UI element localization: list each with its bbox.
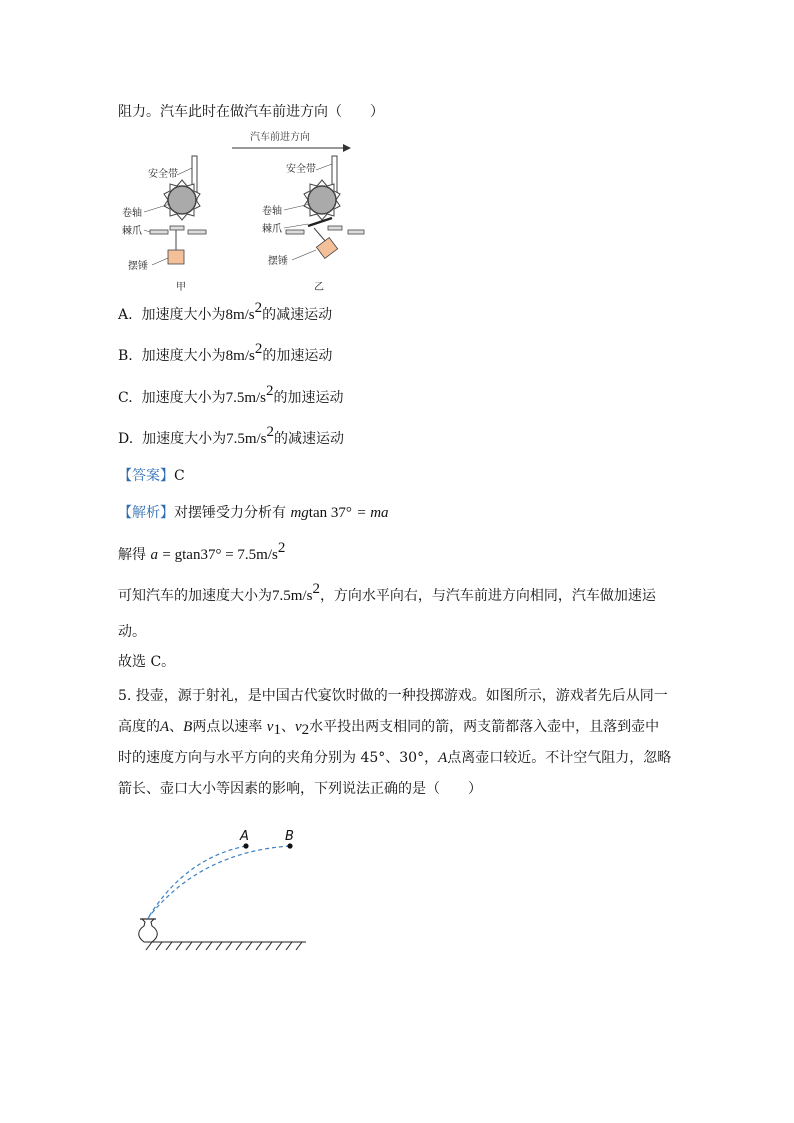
- q5-line-2: 高度的A、B两点以速率 $v_1$、$v_2$水平投出两支相同的箭，两支箭都落入壶中，且落到壶中: [118, 719, 660, 738]
- trajectory-b: [148, 846, 290, 918]
- label-reel: 卷轴: [262, 206, 282, 217]
- label-pendulum: 摆锤: [268, 256, 288, 267]
- option-d[interactable]: D. 加速度大小为$7.5m/s^2$的减速运动: [118, 424, 345, 447]
- answer-value: C: [174, 468, 185, 484]
- label-b: B: [285, 829, 294, 844]
- label-pawl: 棘爪: [262, 224, 282, 235]
- question-stem-tail: 阻力。汽车此时在做汽车前进方向（ ）: [118, 104, 384, 120]
- label-belt: 安全带: [148, 169, 178, 180]
- pot-vessel: [139, 919, 158, 942]
- point-b: [287, 843, 292, 848]
- choose-line: 故选 C。: [118, 654, 176, 670]
- option-c[interactable]: C. 加速度大小为$7.5m/s^2$的加速运动: [118, 383, 344, 406]
- label-pawl: 棘爪: [122, 226, 142, 237]
- label-belt: 安全带: [286, 164, 316, 175]
- seatbelt-figure: [110, 128, 370, 296]
- trajectory-a: [148, 846, 246, 918]
- solve-line: 解得 $a = gtan37^\circ = 7.5m/s^2$: [118, 540, 286, 563]
- caption-yi: 乙: [314, 282, 324, 293]
- direction-label: 汽车前进方向: [250, 132, 310, 143]
- q5-line-1: 5. 投壶，源于射礼，是中国古代宴饮时做的一种投掷游戏。如图所示，游戏者先后从同一: [118, 688, 668, 704]
- q5-line-4: 箭长、壶口大小等因素的影响，下列说法正确的是（ ）: [118, 781, 482, 797]
- analysis-line: 【解析】对摆锤受力分析有 mgtan 37° = ma: [118, 505, 389, 521]
- pawl-engaged: [308, 218, 332, 226]
- conclusion-line: 可知汽车的加速度大小为$7.5m/s^2$，方向水平向右，与汽车前进方向相同，汽车做加速运: [118, 581, 656, 604]
- option-b[interactable]: B. 加速度大小为$8m/s^2$的加速运动: [118, 341, 333, 364]
- touhu-figure: [130, 822, 320, 954]
- q5-line-3: 时的速度方向与水平方向的夹角分别为 45°、30°，A点离壶口较近。不计空气阻力，忽略: [118, 750, 672, 766]
- pendulum-bob: [316, 238, 337, 259]
- answer-line: [118, 466, 185, 486]
- pendulum-rod: [314, 228, 326, 242]
- pawl-bar: [150, 230, 168, 234]
- conclusion-tail: 动。: [118, 624, 146, 640]
- pendulum-bob: [168, 250, 184, 264]
- label-reel: 卷轴: [122, 208, 142, 219]
- option-a[interactable]: A. 加速度大小为$8m/s^2$的减速运动: [118, 300, 333, 323]
- answer-tag: 【答案】: [118, 468, 174, 484]
- analysis-tag: 【解析】: [118, 505, 174, 521]
- figure-jia: [122, 156, 206, 293]
- reel-drum: [168, 186, 196, 214]
- label-pendulum: 摆锤: [128, 261, 148, 272]
- figure-yi: [262, 156, 364, 293]
- label-a: A: [240, 829, 249, 844]
- reel-drum: [308, 186, 336, 214]
- ground-hatching: [146, 942, 302, 950]
- caption-jia: 甲: [176, 282, 186, 293]
- point-a: [243, 843, 248, 848]
